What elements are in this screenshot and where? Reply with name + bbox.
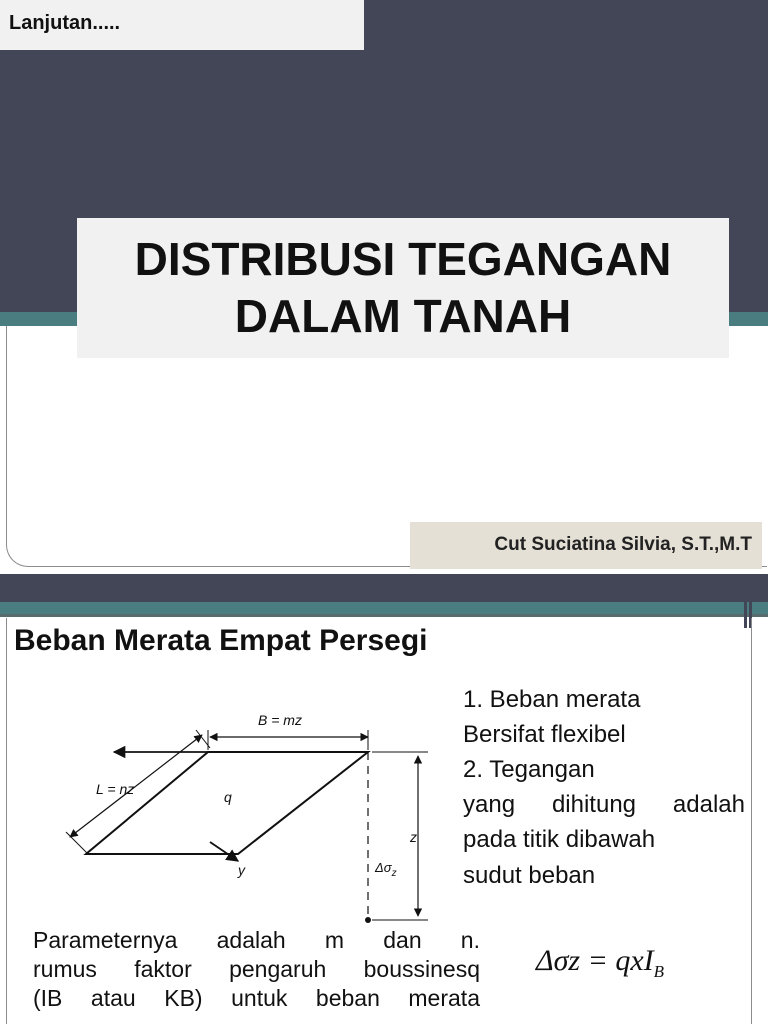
slide-heading: Beban Merata Empat Persegi	[14, 624, 428, 657]
list-item: sudut beban	[463, 862, 596, 889]
list-item: yang dihitung adalah	[463, 791, 745, 818]
list-item: 1. Beban merata	[463, 686, 641, 713]
label-b: B = mz	[258, 712, 302, 728]
label-y: y	[238, 862, 245, 878]
continuation-label: Lanjutan.....	[0, 0, 364, 50]
author-name: Cut Suciatina Silvia, S.T.,M.T	[410, 522, 762, 569]
explanation-list	[463, 682, 745, 894]
parameter-paragraph	[33, 926, 480, 1013]
stress-point	[365, 917, 371, 923]
stress-formula: Δσz = qxI$_B$	[536, 944, 665, 981]
content-slide	[0, 574, 768, 1024]
label-delta-sigma: $\Delta\sigma_z$	[375, 860, 397, 879]
accent-line	[0, 614, 768, 617]
paragraph-line: (IB atau KB) untuk beban merata	[33, 985, 480, 1011]
paragraph-line: rumus faktor pengaruh boussinesq	[33, 956, 480, 982]
axis-y	[210, 842, 238, 861]
label-l: L = nz	[96, 781, 135, 797]
list-item: Bersifat flexibel	[463, 721, 626, 748]
label-z: z	[410, 829, 417, 845]
list-item: 2. Tegangan	[463, 756, 595, 783]
rectangular-load-diagram	[0, 674, 440, 934]
paragraph-line: Parameternya adalah m dan n.	[33, 927, 480, 953]
header-band	[0, 574, 768, 602]
label-q: q	[224, 789, 232, 805]
slide-title: DISTRIBUSI TEGANGAN DALAM TANAH	[77, 218, 729, 358]
accent-band	[0, 602, 768, 614]
list-item: pada titik dibawah	[463, 826, 656, 853]
